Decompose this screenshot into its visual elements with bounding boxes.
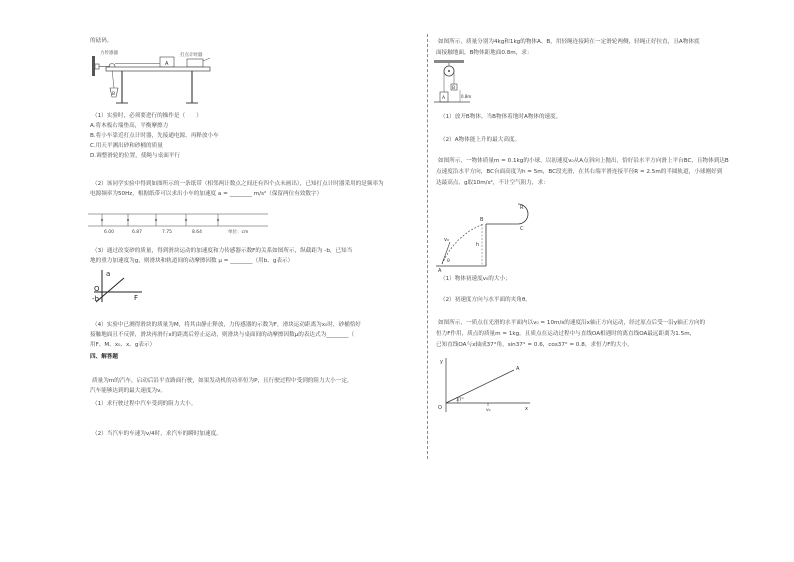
point-a-label: A [516,366,520,372]
p2-line-1: 如图所示，质量分别为4kg和1kg的物体A、B，用轻绳连接跨在一定滑轮两侧，轻绳正好拉直，且A物体底 [438,39,700,45]
p3-question-1: （1）物体初速度v₀的大小； [440,276,511,282]
tape-value: 6.87 [132,230,143,235]
column-divider [427,34,428,459]
r-label: R [520,205,524,211]
q1-option-c: C.用天平测出砂和砂桶的质量 [90,143,163,149]
tape-value: 7.75 [162,230,173,235]
sensor-label: 力传感器 [100,51,118,56]
experiment-apparatus-figure [92,48,212,110]
block-a-label: A [442,96,446,101]
q1-option-d: D.调整滑轮的位置，使绳与桌面平行 [90,153,180,159]
intro-line: 的砝码。 [90,38,113,44]
p2-line-2: 面接触地面，B物体距地面0.8m，求： [436,50,533,56]
timer-label: 打点计时器 [180,53,203,58]
q1-option-a: A.将木板右端垫高，平衡摩擦力 [90,123,169,129]
tape-unit: 单位：cm [228,230,249,235]
axis-label-f: F [134,294,139,302]
p3-line-2: 点速度沿水平方向，BC台面高度为h = 5m，BC段光滑，在其右端平滑连接半径R = 2.5m的半圆轨道，小球刚好到 [436,169,723,175]
bucket-b-label: B [112,92,116,97]
q4-line-2: 接触地面且不反弹，滑块再滑行x的距离后停止运动，则滑块与桌面间的动摩擦因数μ的表达式为________（ [90,332,355,338]
angle-label: 37° [456,398,464,403]
y-axis-label: y [440,359,443,365]
theta-label: θ [447,259,450,264]
p3-question-2: （2）初速度方向与水平面的夹角θ。 [440,297,531,303]
p1-question-1: （1）求行驶过程中汽车受到的阻力大小。 [92,401,197,407]
p1-line-1: 质量为m的汽车，启动后沿平直路面行驶，如果发动机的功率恒为P，且行驶过程中受到的阻力大小一定， [92,378,353,384]
height-label: 0.8m [461,94,472,99]
p2-question-1: （1）放开B物体，当B物体着地时A物体的速度。 [440,114,562,120]
height-label: h [476,242,480,248]
v0-label: v₀ [486,408,491,413]
q1-option-b: B.将小车靠近打点计时器，先接通电源，再释放小车 [90,133,219,139]
q2-line-2: 电源频率为50Hz，根据纸带可以求出小车的加速度 a = ________ m/s²（保留两位有效数字） [90,191,323,197]
tape-value: 6.00 [104,230,115,235]
tape-value: 8.64 [192,230,203,235]
x-axis-label: x [525,406,528,412]
p3-line-3: 达最高点，g取10m/s²，不计空气阻力，求： [436,180,549,186]
p2-question-2: （2）A物体能上升的最大高度。 [440,137,521,143]
pulley-figure [432,60,472,106]
intercept-label: -b [92,295,99,303]
q1-prompt: （1）实验时，必须要进行的操作是（ ） [92,113,202,119]
p3-line-1: 如图所示，一物体质量m = 0.1kg的小球，以初速度v₀从A点斜向上抛出，恰好沿水平方向滑上平台BC，且物体到达B [438,158,729,164]
section-heading: 四、解答题 [90,354,118,360]
a-f-graph [92,268,144,304]
p1-question-2: （2）当汽车的车速为v/4时，求汽车的瞬时加速度。 [92,431,222,437]
projectile-track-figure [434,196,552,272]
q3-line-2: 地的重力加速度为g，则滑块和轨道间的动摩擦因数 μ = ________（用b、g表示） [90,258,294,264]
origin-label: O [438,405,442,411]
p4-line-1: 如图所示，一质点在光滑的水平面内以v₀ = 10m/s的速度沿x轴正方向运动，经过原点后受一沿y轴正方向的 [438,320,706,326]
p4-line-3: 已知直线OA与x轴成37°角，sin37° = 0.6，cos37° = 0.8，求恒力F的大小。 [436,342,633,348]
p4-line-2: 恒力F作用，质点的质量m = 1kg。且质点在运动过程中与直线OA相遇时的离直线OA最远距离为1.5m， [436,331,696,337]
block-b-label: B [452,86,456,91]
origin-label: O [94,285,100,293]
axis-label-a: a [106,270,111,278]
block-a-label: A [165,61,169,67]
p1-line-2: 汽车能够达到的最大速度为v。 [90,388,167,394]
q2-line-1: （2）该同学实验中得到如图所示的一条纸带（相邻两计数点之间还有四个点未画出），已知打点计时器采用的是频率为 [92,181,384,187]
xy-motion-figure [434,356,534,414]
paper-tape-figure [88,210,268,238]
point-b-label: B [480,217,484,223]
q4-line-3: 用F、M、x₀、x、g表示） [90,342,156,348]
q3-line-1: （3）通过改变砂的质量，得到滑块运动的加速度和力传感器示数F的关系如图所示，纵截距为 -b，已知当 [92,248,353,254]
q4-line-1: （4）实验中已测得滑块的质量为M，将其由静止释放，力传感器的示数为F，滑块运动距离为x₀时，砂桶恰好 [92,322,361,328]
point-c-label: C [520,226,524,232]
v0-label: v₀ [444,237,449,243]
point-a-label: A [438,268,442,274]
